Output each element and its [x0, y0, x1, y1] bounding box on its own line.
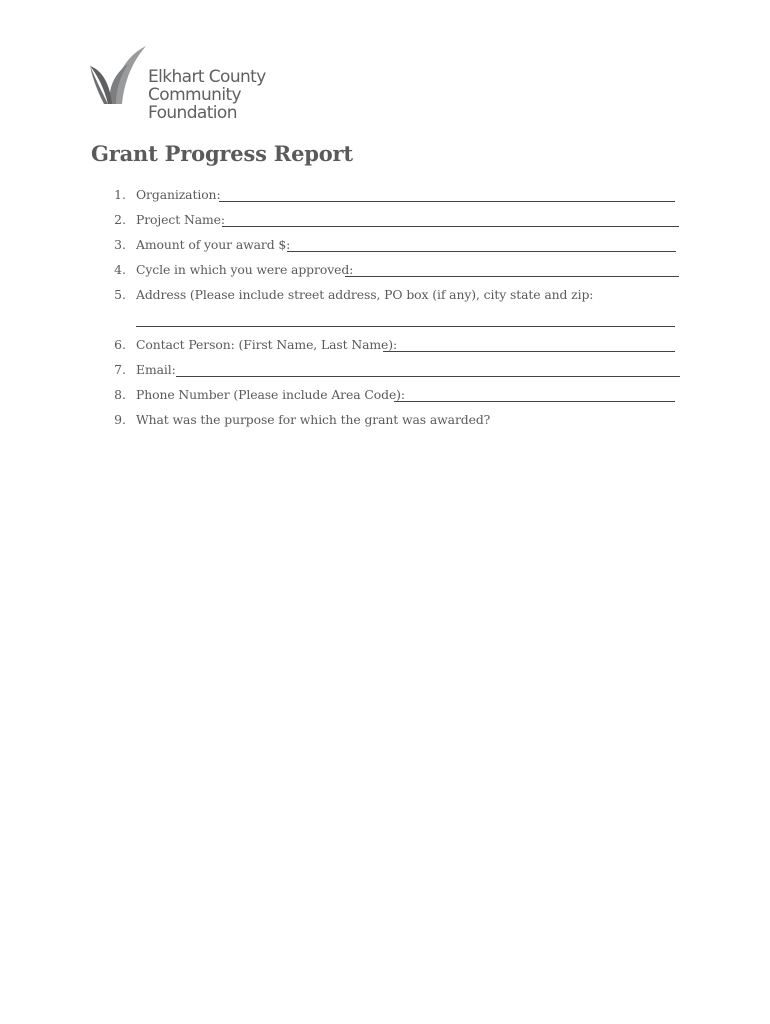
award-amount-answer-line[interactable] — [287, 251, 676, 252]
question-number: 5. — [114, 287, 126, 302]
question-label: Amount of your award $: — [136, 237, 291, 252]
question-number: 1. — [114, 187, 126, 202]
question-number: 9. — [114, 412, 126, 427]
question-number: 3. — [114, 237, 126, 252]
email-answer-line[interactable] — [176, 376, 680, 377]
approval-cycle-answer-line[interactable] — [345, 276, 679, 277]
foundation-logo — [88, 44, 328, 123]
question-label: Phone Number (Please include Area Code): — [136, 387, 405, 402]
question-label: Address (Please include street address, PO box (if any), city state and zip: — [136, 287, 594, 302]
page-title: Grant Progress Report — [91, 141, 353, 166]
question-address — [0, 287, 770, 305]
question-project-name — [0, 212, 770, 230]
question-grant-purpose — [0, 412, 770, 430]
address-answer-line[interactable] — [136, 326, 675, 327]
question-label: What was the purpose for which the grant was awarded? — [136, 412, 491, 427]
question-approval-cycle — [0, 262, 770, 280]
question-email — [0, 362, 770, 380]
question-contact-person — [0, 337, 770, 355]
question-phone-number — [0, 387, 770, 405]
question-label: Contact Person: (First Name, Last Name): — [136, 337, 398, 352]
question-label: Project Name: — [136, 212, 225, 227]
foundation-name — [148, 68, 328, 122]
phone-number-answer-line[interactable] — [394, 401, 675, 402]
question-label: Cycle in which you were approved: — [136, 262, 354, 277]
question-award-amount — [0, 237, 770, 255]
question-number: 7. — [114, 362, 126, 377]
organization-answer-line[interactable] — [219, 201, 675, 202]
project-name-answer-line[interactable] — [222, 226, 679, 227]
question-label: Organization: — [136, 187, 221, 202]
question-number: 4. — [114, 262, 126, 277]
foundation-name-line1: Elkhart County — [148, 67, 266, 87]
question-number: 6. — [114, 337, 126, 352]
question-number: 8. — [114, 387, 126, 402]
question-label: Email: — [136, 362, 176, 377]
foundation-name-line2: Community Foundation — [148, 85, 241, 123]
contact-person-answer-line[interactable] — [383, 351, 675, 352]
leaf-swoosh-icon — [88, 44, 148, 106]
question-number: 2. — [114, 212, 126, 227]
question-organization — [0, 187, 770, 205]
